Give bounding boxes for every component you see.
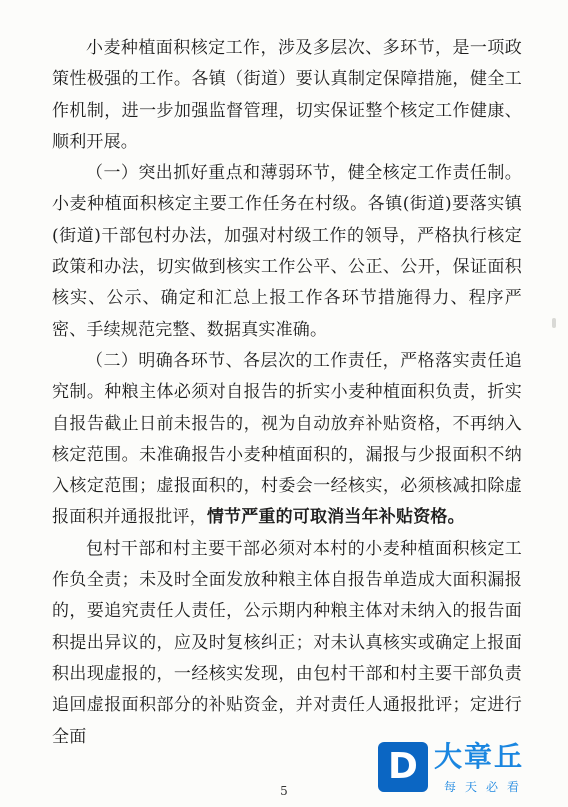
watermark-slogan: 每天必看 — [444, 780, 529, 794]
watermark-brand: 大章丘 — [434, 740, 525, 773]
paragraph-1: 小麦种植面积核定工作，涉及多层次、多环节，是一项政策性极强的工作。各镇（街道）要认真制定保障措施，健全工作机制，进一步加强监督管理，切实保证整个核定工作健康、顺利开展。 — [52, 38, 522, 152]
paragraph-3: （二）明确各环节、各层次的工作责任，严格落实责任追究制。种粮主体必须对自报告的折实小麦种植面积负责，折实自报告截止日前未报告的，视为自动放弃补贴资格，不再纳入核定范围。未准确报告小麦种植面积的，漏报与少报面积不纳入核定范围；虚报面积的，村委会一经核实，必须核减扣除虚报面积并通报批评，情节严重的可取消当年补贴资格。 — [52, 350, 522, 528]
document-body — [52, 33, 522, 753]
bold-emphasis: 情节严重的可取消当年补贴资格。 — [206, 507, 465, 528]
paragraph-2: （一）突出抓好重点和薄弱环节，健全核定工作责任制。小麦种植面积核定主要工作任务在村级。各镇(街道)要落实镇(街道)干部包村办法，加强对村级工作的领导，严格执行核定政策和办法，切实做到核实工作公平、公正、公开，保证面积核实、公示、确定和汇总上报工作各环节措施得力、程序严密、手续规范完整、数据真实准确。 — [52, 163, 522, 340]
paragraph-4: 包村干部和村主要干部必须对本村的小麦种植面积核定工作负全责；未及时全面发放种粮主体自报告单造成大面积漏报的，要追究责任人责任，公示期内种粮主体对未纳入的报告面积提出异议的，应及时复核纠正；对未认真核实或确定上报面积出现虚报的，一经核实发现，由包村干部和村主要干部负责追回虚报面积部分的补贴资金，并对责任人通报批评；定进行全面 — [52, 538, 522, 747]
page-number: 5 — [280, 784, 288, 798]
watermark-logo-letter: D — [388, 746, 418, 787]
scan-mark — [552, 318, 556, 328]
watermark — [378, 738, 568, 807]
